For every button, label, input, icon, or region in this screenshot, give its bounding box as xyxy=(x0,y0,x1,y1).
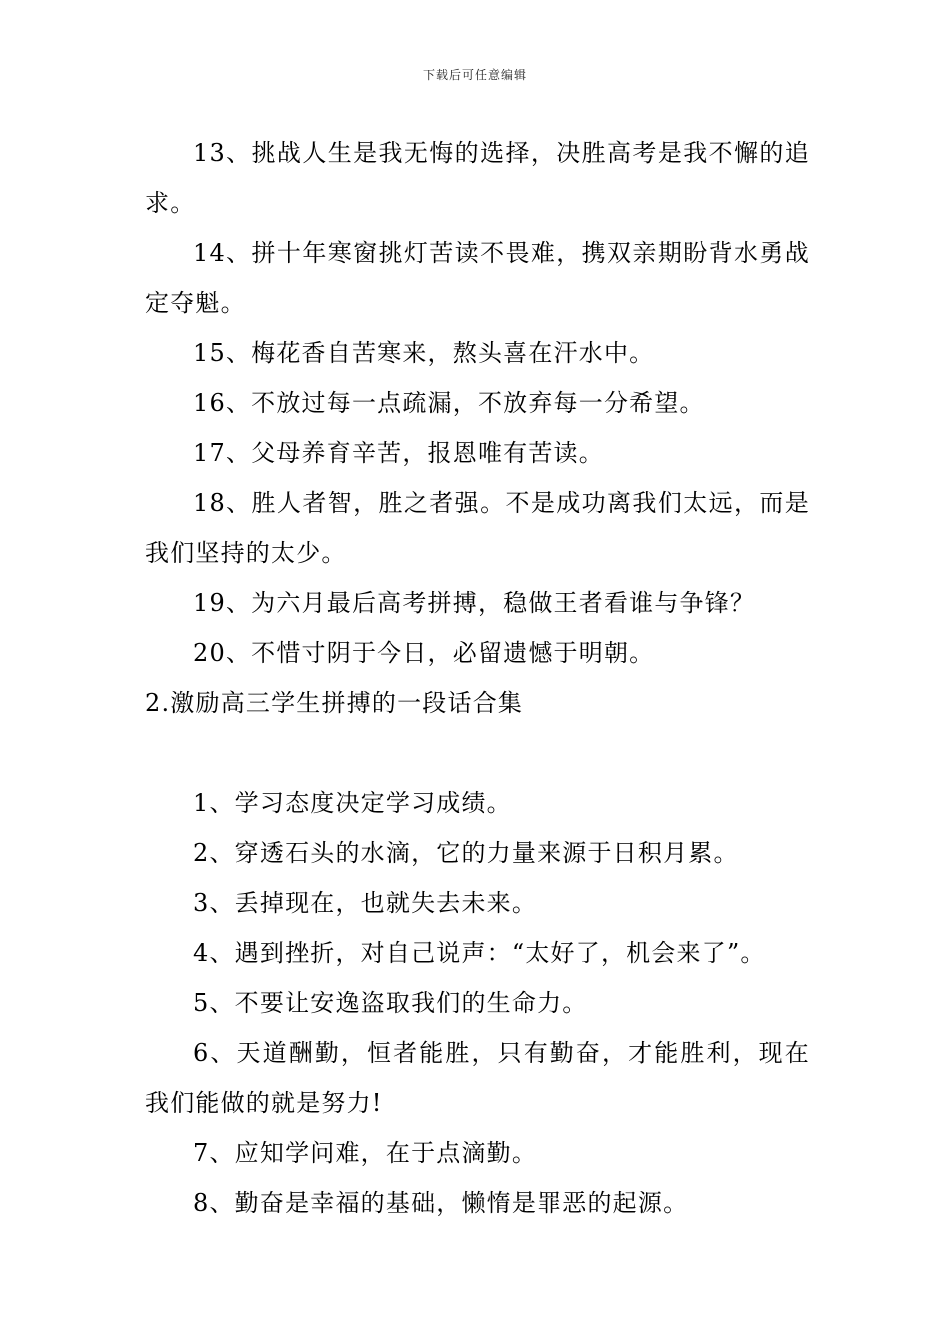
list-item: 19、为六月最后高考拼搏，稳做王者看谁与争锋？ xyxy=(193,589,756,617)
list-item: 13、挑战人生是我无悔的选择，决胜高考是我不懈的追求。 xyxy=(145,139,810,217)
list-item: 8、勤奋是幸福的基础，懒惰是罪恶的起源。 xyxy=(193,1189,689,1217)
list-item: 15、梅花香自苦寒来，熬头喜在汗水中。 xyxy=(193,339,655,367)
section-heading: 2.激励高三学生拼搏的一段话合集 xyxy=(145,689,524,717)
list-item: 16、不放过每一点疏漏，不放弃每一分希望。 xyxy=(193,389,705,417)
blank-line xyxy=(145,728,810,778)
list-item: 2、穿透石头的水滴，它的力量来源于日积月累。 xyxy=(193,839,739,867)
list-item: 4、遇到挫折，对自己说声：“太好了，机会来了”。 xyxy=(193,939,766,967)
list-item: 20、不惜寸阴于今日，必留遗憾于明朝。 xyxy=(193,639,655,667)
page-header: 下载后可任意编辑 xyxy=(422,68,527,82)
list-item: 14、拼十年寒窗挑灯苦读不畏难，携双亲期盼背水勇战定夺魁。 xyxy=(145,239,810,317)
document-body xyxy=(145,128,810,1228)
list-item: 1、学习态度决定学习成绩。 xyxy=(193,789,512,817)
list-item: 5、不要让安逸盗取我们的生命力。 xyxy=(193,989,588,1017)
list-item: 6、天道酬勤，恒者能胜，只有勤奋，才能胜利，现在我们能做的就是努力! xyxy=(145,1039,810,1117)
list-item: 3、丢掉现在，也就失去未来。 xyxy=(193,889,538,917)
list-item: 18、胜人者智，胜之者强。不是成功离我们太远，而是我们坚持的太少。 xyxy=(145,489,810,567)
list-item: 7、应知学问难，在于点滴勤。 xyxy=(193,1139,538,1167)
list-item: 17、父母养育辛苦，报恩唯有苦读。 xyxy=(193,439,604,467)
